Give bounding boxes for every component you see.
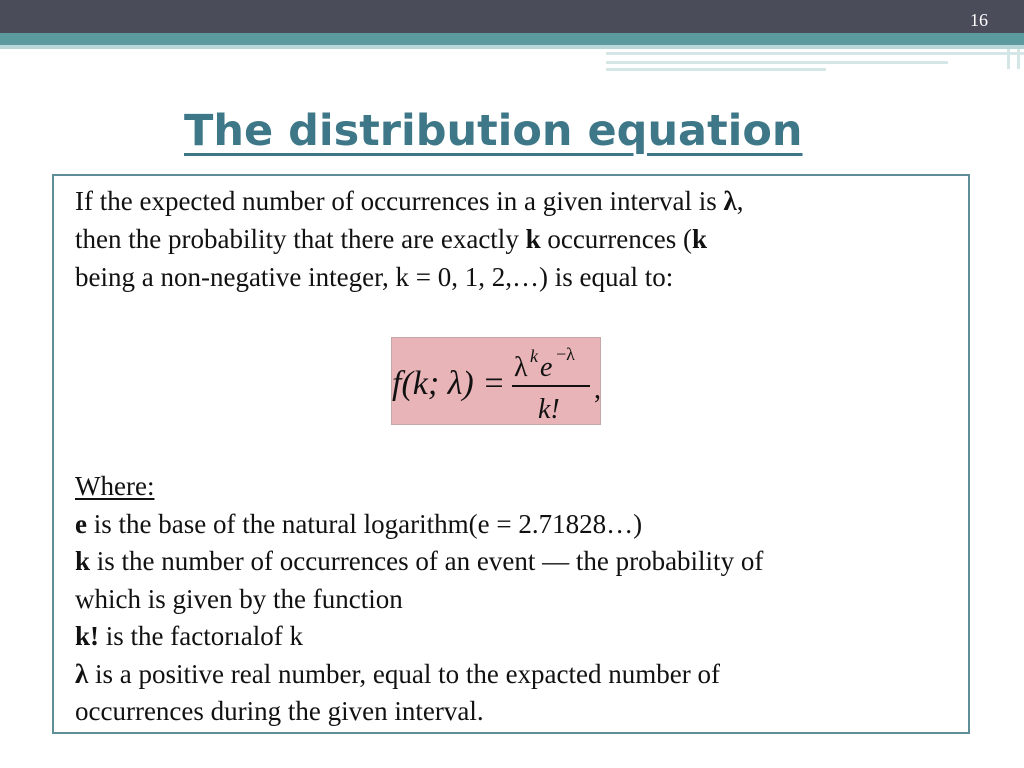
formula-lhs: f(k; λ) = <box>392 365 506 402</box>
formula-numerator-lambda: λ <box>514 352 528 383</box>
slide-number: 16 <box>970 10 988 30</box>
definition-k-factorial: k! is the factorıalof k <box>75 621 303 651</box>
formula-graphic <box>392 338 600 424</box>
intro-line-1: If the expected number of occurrences in a given interval is λ, <box>75 186 744 216</box>
formula-exponent-neg-lambda: −λ <box>556 344 575 364</box>
header-bar <box>0 0 1024 33</box>
decorative-line <box>606 52 1024 55</box>
poisson-formula-image <box>391 337 601 425</box>
intro-paragraph <box>75 182 945 296</box>
decorative-line <box>1017 49 1020 69</box>
definition-lambda-continued: occurrences during the given interval. <box>75 696 484 726</box>
formula-exponent-k: k <box>530 346 538 366</box>
definition-e: e is the base of the natural logarithm(e = 2.71828…) <box>75 508 643 539</box>
header-accent-thin <box>0 45 1024 49</box>
definitions-list <box>75 468 955 731</box>
decorative-line <box>606 68 826 71</box>
definition-lambda: λ is a positive real number, equal to the expacted number of <box>75 658 720 689</box>
definition-k-continued: which is given by the function <box>75 583 403 614</box>
intro-line-2: then the probability that there are exactly k occurrences (k <box>75 224 708 254</box>
k-symbol: k <box>525 224 541 254</box>
formula-denominator: k! <box>538 394 560 425</box>
formula-trailing-comma: , <box>594 374 601 405</box>
decorative-line <box>606 61 948 64</box>
header-accent-band <box>0 33 1024 45</box>
decorative-line <box>1007 49 1010 69</box>
content-box <box>52 174 970 734</box>
where-heading: Where: <box>75 471 155 501</box>
k-symbol: k <box>692 224 708 254</box>
formula-e: e <box>540 352 553 383</box>
intro-line-3: being a non-negative integer, k = 0, 1, 2,…) is equal to: <box>75 262 674 292</box>
lambda-symbol: λ <box>723 186 737 216</box>
definition-k: k is the number of occurrences of an event — the probability of <box>75 546 764 576</box>
slide-title: The distribution equation <box>184 106 803 156</box>
